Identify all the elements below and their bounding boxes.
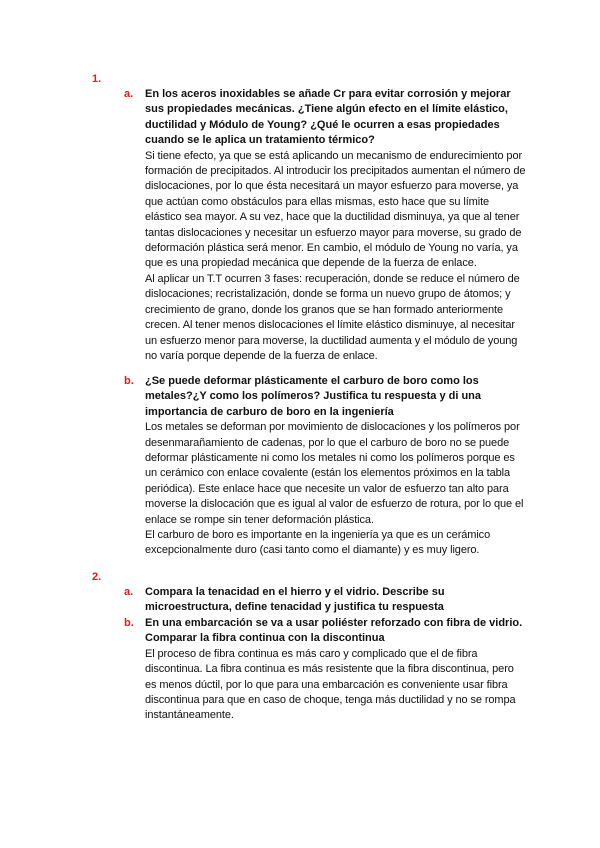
question-1b-text: ¿Se puede deformar plásticamente el carburo de boro como los metales?¿Y como los polímeros? Justifica tu respuesta y di una importancia de carburo de boro en la ingeniería <box>145 375 481 418</box>
question-1b <box>124 374 528 559</box>
question-2b <box>124 616 528 724</box>
question-2b-letter: b. <box>124 617 134 629</box>
answer-1a-paragraph-1: Si tiene efecto, ya que se está aplicando un mecanismo de endurecimiento por formación de precipitados. Al introducir los precipitados aumentan el número de dislocaciones, por lo que ésta necesitará un mayor esfuerzo para moverse, ya que actúan como obstáculos para ellas mismas, esto hace que su límite elástico sea mayor. A su vez, hace que la ductilidad disminuya, ya que al tener tantas dislocaciones y necesitar un esfuerzo mayor para moverse, su grado de deformación plástica será menor. En cambio, el módulo de Young no varía, ya que es una propiedad mecánica que depende de la fuerza de enlace. <box>145 149 526 270</box>
question-1-number: 1. <box>92 73 102 85</box>
answer-2b-paragraph-1: El proceso de fibra continua es más caro y complicado que el de fibra discontinua. La fibra continua es más resistente que la fibra discontinua, pero es menos dúctil, por lo que para una embarcación es conveniente usar fibra discontinua para que en caso de choque, tenga más ductilidad y no se rompa instantáneamente. <box>145 647 516 722</box>
question-1a-letter: a. <box>124 88 134 100</box>
question-2-number: 2. <box>92 571 102 583</box>
question-2a <box>124 585 528 616</box>
question-2a-letter: a. <box>124 586 134 598</box>
question-1b-letter: b. <box>124 375 134 387</box>
question-2a-text: Compara la tenacidad en el hierro y el vidrio. Describe su microestructura, define tenacidad y justifica tu respuesta <box>145 586 445 614</box>
question-1a-text: En los aceros inoxidables se añade Cr para evitar corrosión y mejorar sus propiedades mecánicas. ¿Tiene algún efecto en el límite elástico, ductilidad y Módulo de Young? ¿Qué le ocurren a esas propiedades cuando se le aplica un tratamiento térmico? <box>145 88 511 147</box>
answer-1b-paragraph-2: El carburo de boro es importante en la ingeniería ya que es un cerámico excepcionalmente duro (casi tanto como el diamante) y es muy ligero. <box>145 529 491 557</box>
question-1a <box>124 87 528 364</box>
question-2b-text: En una embarcación se va a usar poliéster reforzado con fibra de vidrio. Comparar la fibra continua con la discontinua <box>145 617 523 645</box>
answer-1b-paragraph-1: Los metales se deforman por movimiento de dislocaciones y los polímeros por desenmarañamiento de cadenas, por lo que el carburo de boro no se puede deformar plásticamente ni como los metales ni como los polímeros porque es un cerámico con enlace covalente (están los elementos próximos en la tabla periódica). Este enlace hace que necesite un valor de esfuerzo tan alto para moverse la dislocación que es igual al valor de esfuerzo de rotura, por lo que el enlace se rompe sin tener deformación plástica. <box>145 421 524 526</box>
answer-1a-paragraph-2: Al aplicar un T.T ocurren 3 fases: recuperación, donde se reduce el número de dislocaciones; recristalización, donde se forma un nuevo grupo de átomos; y crecimiento de grano, donde los granos que se han formado anteriormente crecen. Al tener menos dislocaciones el límite elástico disminuye, al necesitar un esfuerzo menor para moverse, la ductilidad aumenta y el módulo de young no varía porque depende de la fuerza de enlace. <box>145 272 520 362</box>
